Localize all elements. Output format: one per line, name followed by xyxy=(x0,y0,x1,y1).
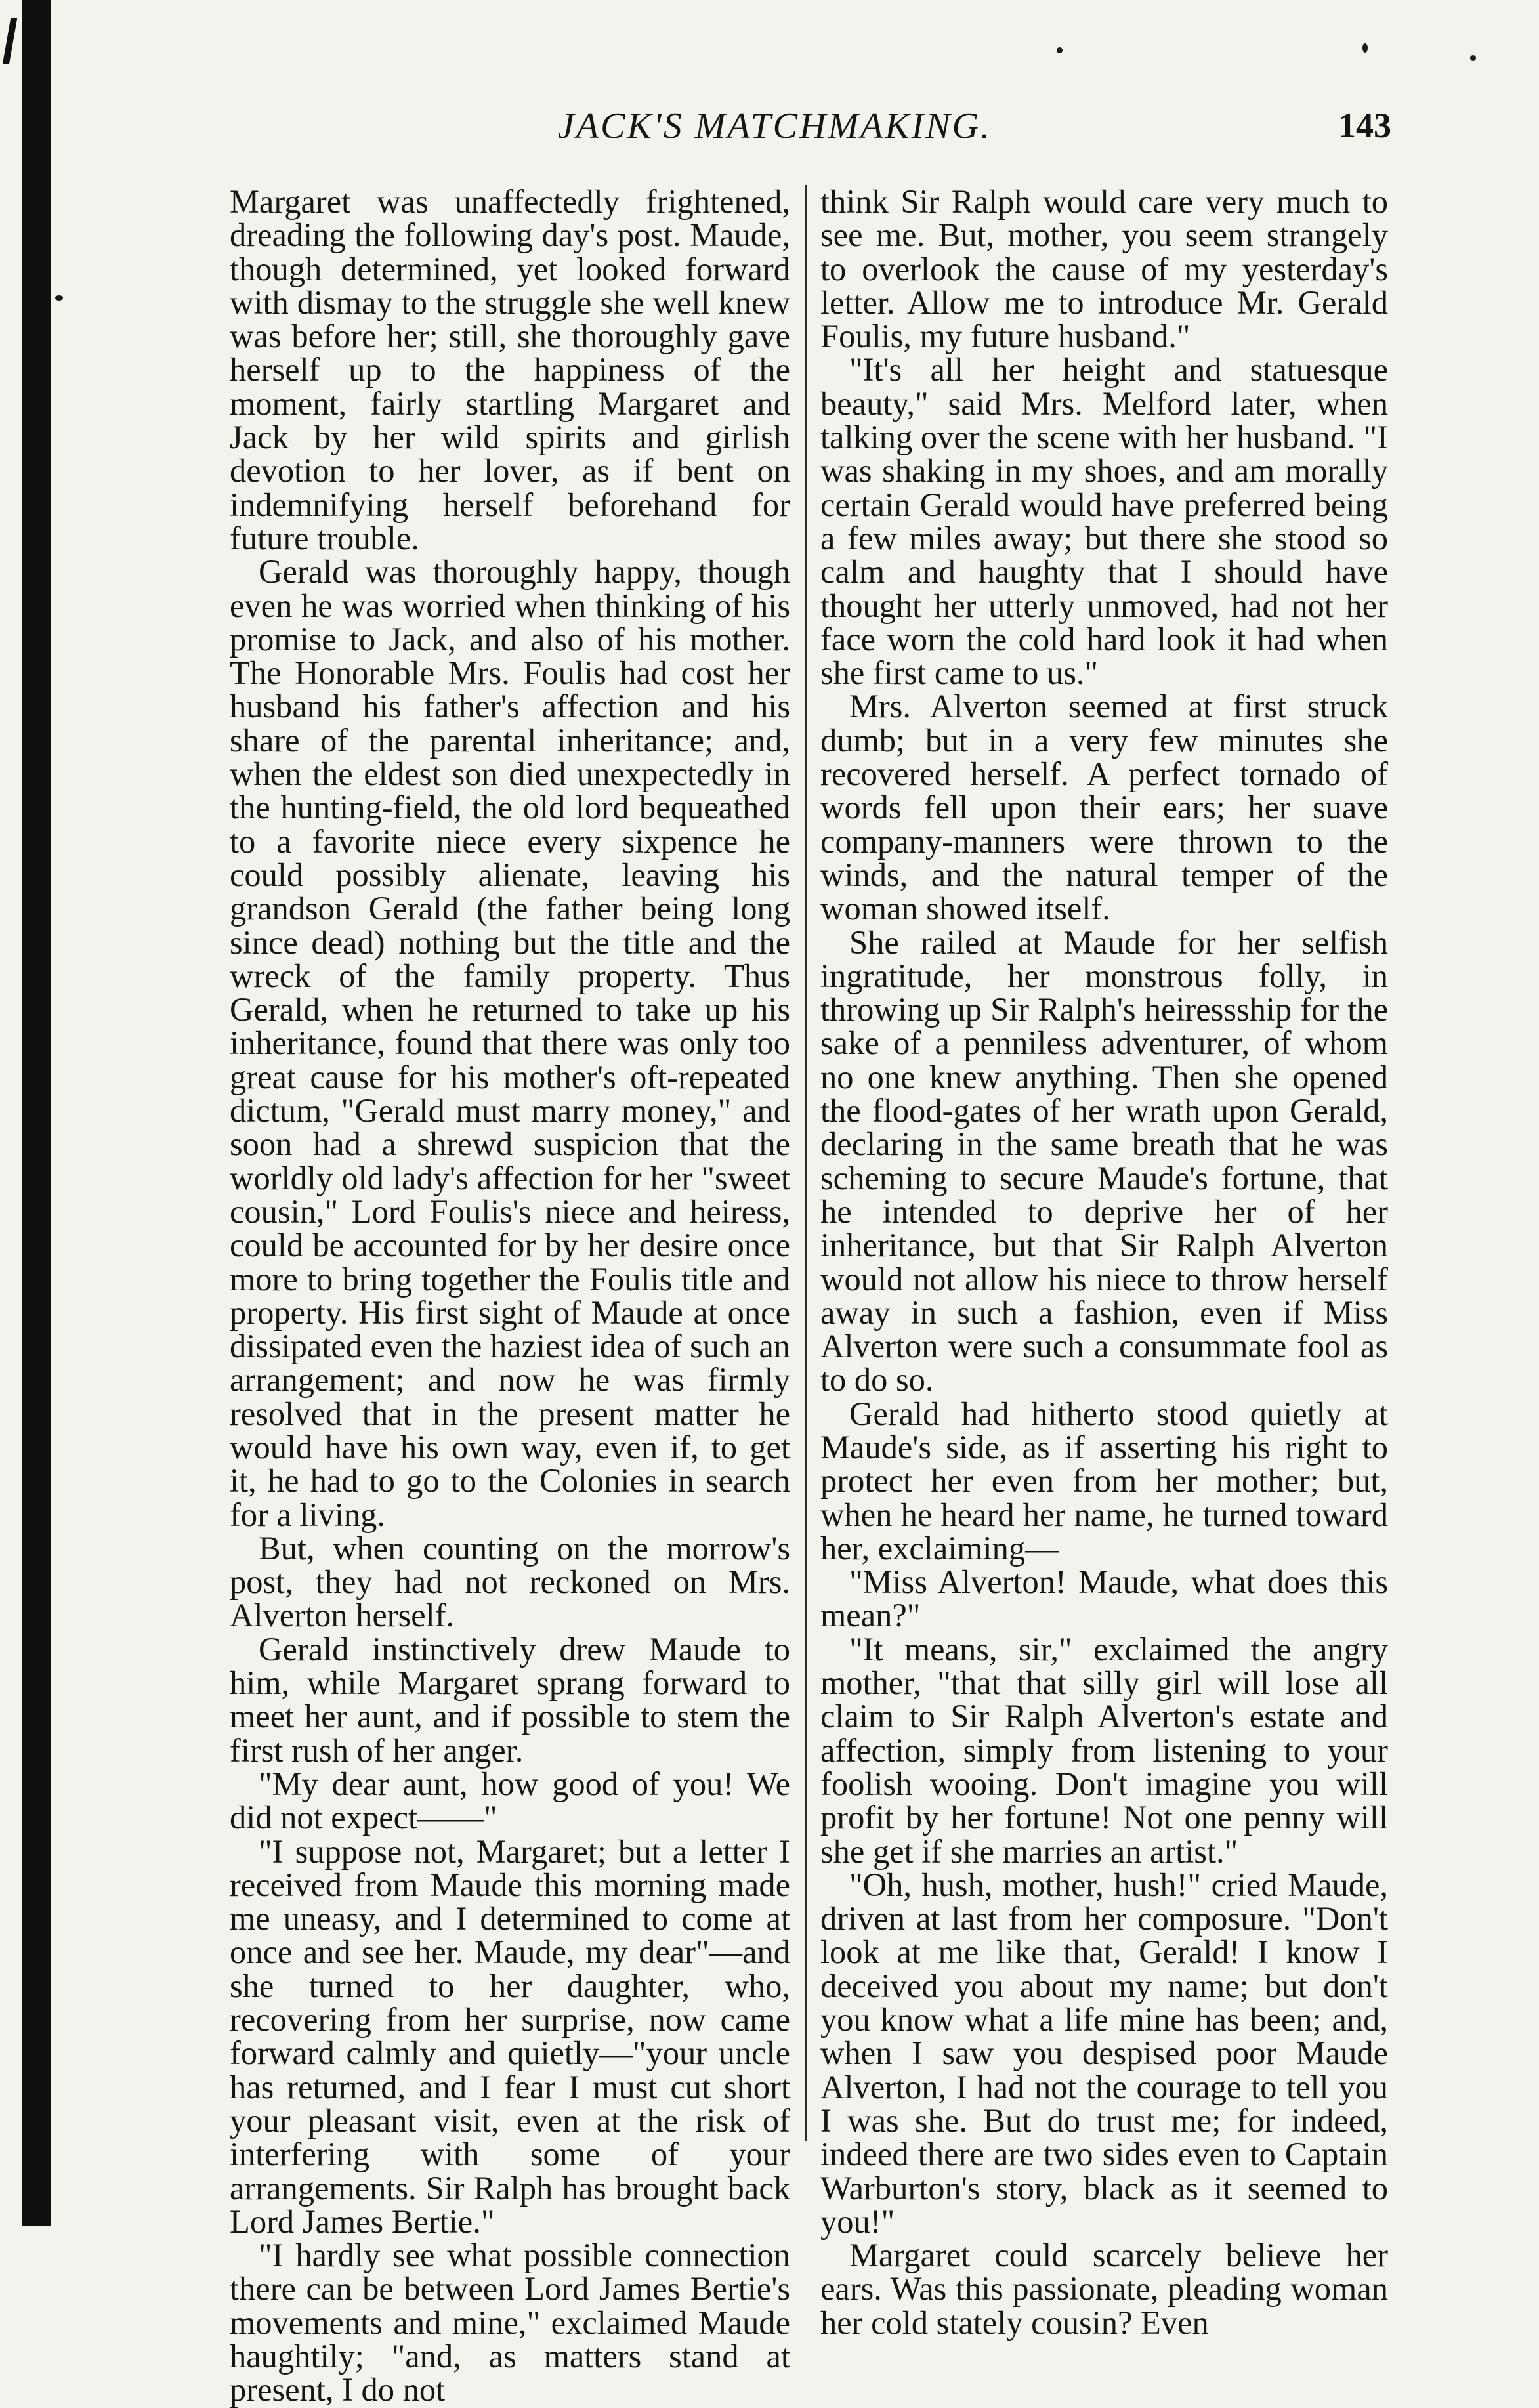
paragraph: "I hardly see what possible connection there can be between Lord James Bertie's movements and mine," exclaimed Maude haughtily; "and, as matters stand at present, I do not xyxy=(230,2237,790,2408)
paragraph: Gerald instinctively drew Maude to him, while Margaret sprang forward to meet her aunt, and if possible to stem the first rush of her anger. xyxy=(230,1630,790,1769)
print-speck xyxy=(55,295,63,301)
print-speck xyxy=(1470,55,1476,61)
print-speck xyxy=(1057,47,1063,53)
paragraph: "It's all her height and statuesque beauty," said Mrs. Melford later, when talking over the scene with her husband. "I was shaking in my shoes, and am morally certain Gerald would have preferred being a few miles away; but there she stood so calm and haughty that I should have thought her utterly unmoved, had not her face worn the cold hard look it had when she first came to us." xyxy=(820,351,1388,692)
paragraph: "It means, sir," exclaimed the angry mother, "that that silly girl will lose all claim to Sir Ralph Alverton's estate and affection, simply from listening to your foolish wooing. Don't imagine you will profit by her fortune! Not one penny will she get if she marries an artist." xyxy=(820,1630,1388,1870)
book-spine-shadow xyxy=(22,0,51,2226)
paragraph: Margaret was unaffectedly frightened, dreading the following day's post. Maude, though determined, yet looked forward with dismay to the struggle she well knew was before her; still, she thoroughly gave herself up to the happiness of the moment, fairly startling Margaret and Jack by her wild spirits and girlish devotion to her lover, as if bent on indemnifying herself beforehand for future trouble. xyxy=(230,183,790,557)
page-number: 143 xyxy=(1338,106,1391,145)
page-edge-mark xyxy=(3,18,17,64)
paragraph: think Sir Ralph would care very much to see me. But, mother, you seem strangely to overlook the cause of my yesterday's letter. Allow me to introduce Mr. Gerald Foulis, my future husband." xyxy=(820,183,1388,355)
paragraph: She railed at Maude for her selfish ingratitude, her monstrous folly, in throwing up Sir Ralph's heiressship for the sake of a penniless adventurer, of whom no one knew anything. Then she opened the flood-gates of her wrath upon Gerald, declaring in the same breath that he was scheming to secure Maude's fortune, that he intended to deprive her of her inheritance, but that Sir Ralph Alverton would not allow his niece to throw herself away in such a fashion, even if Miss Alverton were such a consummate fool as to do so. xyxy=(820,923,1388,1399)
print-speck xyxy=(1362,43,1368,53)
running-title: JACK'S MATCHMAKING. xyxy=(558,106,992,146)
paragraph: Gerald had hitherto stood quietly at Maude's side, as if asserting his right to protect her even from her mother; but, when he heard her name, he turned toward her, exclaiming— xyxy=(820,1395,1388,1567)
paragraph: "Miss Alverton! Maude, what does this mean?" xyxy=(820,1563,1388,1634)
text-column-left xyxy=(230,183,790,2408)
text-column-right xyxy=(820,183,1388,2341)
column-divider xyxy=(805,185,807,2141)
paragraph: "My dear aunt, how good of you! We did not expect——" xyxy=(230,1765,790,1836)
page-header xyxy=(223,105,1391,164)
paragraph: But, when counting on the morrow's post, they had not reckoned on Mrs. Alverton herself. xyxy=(230,1529,790,1634)
paragraph: Mrs. Alverton seemed at first struck dumb; but in a very few minutes she recovered herself. A perfect tornado of words fell upon their ears; her suave company-manners were thrown to the winds, and the natural temper of the woman showed itself. xyxy=(820,688,1388,927)
paragraph: "I suppose not, Margaret; but a letter I received from Maude this morning made me uneasy, and I determined to come at once and see her. Maude, my dear"—and she turned to her daughter, who, recovering from her surprise, now came forward calmly and quietly—"your uncle has returned, and I fear I must cut short your pleasant visit, even at the risk of interfering with some of your arrangements. Sir Ralph has brought back Lord James Bertie." xyxy=(230,1832,790,2240)
paragraph: Gerald was thoroughly happy, though even he was worried when thinking of his promise to Jack, and also of his mother. The Honorable Mrs. Foulis had cost her husband his father's affection and his share of the parental inheritance; and, when the eldest son died unexpectedly in the hunting-field, the old lord bequeathed to a favorite niece every sixpence he could possibly alienate, leaving his grandson Gerald (the father being long since dead) nothing but the title and the wreck of the family property. Thus Gerald, when he returned to take up his inheritance, found that there was only too great cause for his mother's oft-repeated dictum, "Gerald must marry money," and soon had a shrewd suspicion that the worldly old lady's affection for her "sweet cousin," Lord Foulis's niece and heiress, could be accounted for by her desire once more to bring together the Foulis title and property. His first sight of Maude at once dissipated even the haziest idea of such an arrangement; and now he was firmly resolved that in the present matter he would have his own way, even if, to get it, he had to go to the Colonies in search for a living. xyxy=(230,553,790,1533)
paragraph: Margaret could scarcely believe her ears. Was this passionate, pleading woman her cold stately cousin? Even xyxy=(820,2237,1388,2341)
paragraph: "Oh, hush, mother, hush!" cried Maude, driven at last from her composure. "Don't look at me like that, Gerald! I know I deceived you about my name; but don't you know what a life mine has been; and, when I saw you despised poor Maude Alverton, I had not the courage to tell you I was she. But do trust me; for indeed, indeed there are two sides even to Captain Warburton's story, black as it seemed to you!" xyxy=(820,1866,1388,2240)
